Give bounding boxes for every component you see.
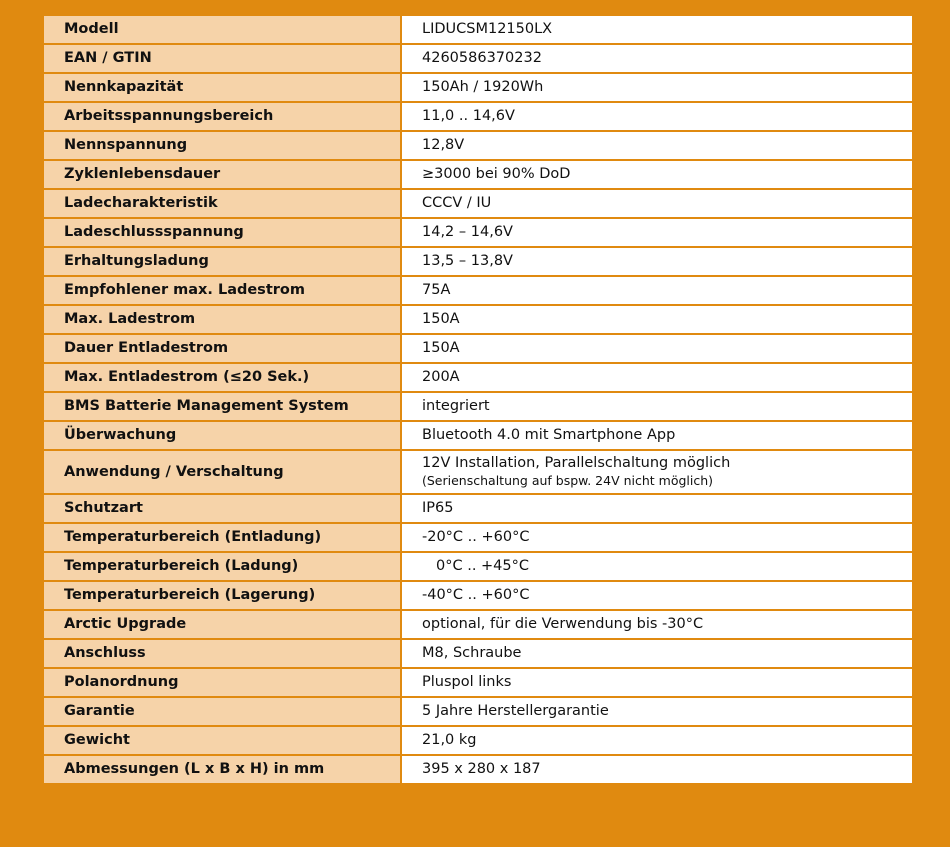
spec-label: Schutzart <box>43 494 401 523</box>
spec-value: optional, für die Verwendung bis -30°C <box>401 610 913 639</box>
spec-label: Temperaturbereich (Lagerung) <box>43 581 401 610</box>
spec-label: Nennspannung <box>43 131 401 160</box>
table-row <box>43 494 913 523</box>
spec-label: Anschluss <box>43 639 401 668</box>
spec-value: -40°C .. +60°C <box>401 581 913 610</box>
spec-label: EAN / GTIN <box>43 44 401 73</box>
spec-value: integriert <box>401 392 913 421</box>
spec-label: Temperaturbereich (Ladung) <box>43 552 401 581</box>
spec-label: Dauer Entladestrom <box>43 334 401 363</box>
table-row <box>43 697 913 726</box>
spec-label: Polanordnung <box>43 668 401 697</box>
table-row <box>43 552 913 581</box>
spec-value: Pluspol links <box>401 668 913 697</box>
table-row <box>43 392 913 421</box>
spec-value: 11,0 .. 14,6V <box>401 102 913 131</box>
table-row <box>43 15 913 44</box>
spec-value: 13,5 – 13,8V <box>401 247 913 276</box>
table-row <box>43 610 913 639</box>
spec-value: 4260586370232 <box>401 44 913 73</box>
spec-value: -20°C .. +60°C <box>401 523 913 552</box>
spec-value: LIDUCSM12150LX <box>401 15 913 44</box>
spec-value: IP65 <box>401 494 913 523</box>
spec-label: Arctic Upgrade <box>43 610 401 639</box>
spec-value: 14,2 – 14,6V <box>401 218 913 247</box>
spec-value: 200A <box>401 363 913 392</box>
spec-table <box>42 14 914 785</box>
table-row <box>43 421 913 450</box>
spec-sheet <box>40 12 916 787</box>
table-row <box>43 334 913 363</box>
table-row <box>43 305 913 334</box>
spec-label: Max. Ladestrom <box>43 305 401 334</box>
table-row <box>43 581 913 610</box>
table-row <box>43 102 913 131</box>
table-row <box>43 247 913 276</box>
table-row <box>43 189 913 218</box>
spec-value-text: 0°C .. +45°C <box>436 558 530 574</box>
spec-value-main: 12V Installation, Parallelschaltung möglich <box>422 455 731 471</box>
spec-value: Bluetooth 4.0 mit Smartphone App <box>401 421 913 450</box>
spec-label: Ladecharakteristik <box>43 189 401 218</box>
spec-label: Überwachung <box>43 421 401 450</box>
spec-label: Garantie <box>43 697 401 726</box>
table-row <box>43 363 913 392</box>
spec-value <box>401 450 913 494</box>
table-row <box>43 276 913 305</box>
spec-value: M8, Schraube <box>401 639 913 668</box>
spec-value: 150Ah / 1920Wh <box>401 73 913 102</box>
table-row <box>43 755 913 784</box>
spec-label: Arbeitsspannungsbereich <box>43 102 401 131</box>
table-row <box>43 450 913 494</box>
spec-value: 150A <box>401 334 913 363</box>
spec-label: BMS Batterie Management System <box>43 392 401 421</box>
table-row <box>43 160 913 189</box>
spec-value: 12,8V <box>401 131 913 160</box>
spec-label: Erhaltungsladung <box>43 247 401 276</box>
spec-label: Ladeschlussspannung <box>43 218 401 247</box>
spec-value: ≥3000 bei 90% DoD <box>401 160 913 189</box>
spec-label: Abmessungen (L x B x H) in mm <box>43 755 401 784</box>
spec-value: 5 Jahre Herstellergarantie <box>401 697 913 726</box>
table-row <box>43 73 913 102</box>
table-row <box>43 726 913 755</box>
spec-value: 21,0 kg <box>401 726 913 755</box>
table-row <box>43 639 913 668</box>
spec-label: Nennkapazität <box>43 73 401 102</box>
spec-label: Anwendung / Verschaltung <box>43 450 401 494</box>
spec-value: 150A <box>401 305 913 334</box>
table-row <box>43 523 913 552</box>
spec-value <box>401 552 913 581</box>
table-row <box>43 131 913 160</box>
spec-value: 75A <box>401 276 913 305</box>
spec-value: 395 x 280 x 187 <box>401 755 913 784</box>
spec-label: Modell <box>43 15 401 44</box>
table-row <box>43 44 913 73</box>
table-row <box>43 218 913 247</box>
spec-label: Temperaturbereich (Entladung) <box>43 523 401 552</box>
spec-value-note: (Serienschaltung auf bspw. 24V nicht möglich) <box>422 473 714 488</box>
spec-label: Zyklenlebensdauer <box>43 160 401 189</box>
spec-value: CCCV / IU <box>401 189 913 218</box>
spec-label: Empfohlener max. Ladestrom <box>43 276 401 305</box>
spec-label: Max. Entladestrom (≤20 Sek.) <box>43 363 401 392</box>
spec-label: Gewicht <box>43 726 401 755</box>
table-row <box>43 668 913 697</box>
